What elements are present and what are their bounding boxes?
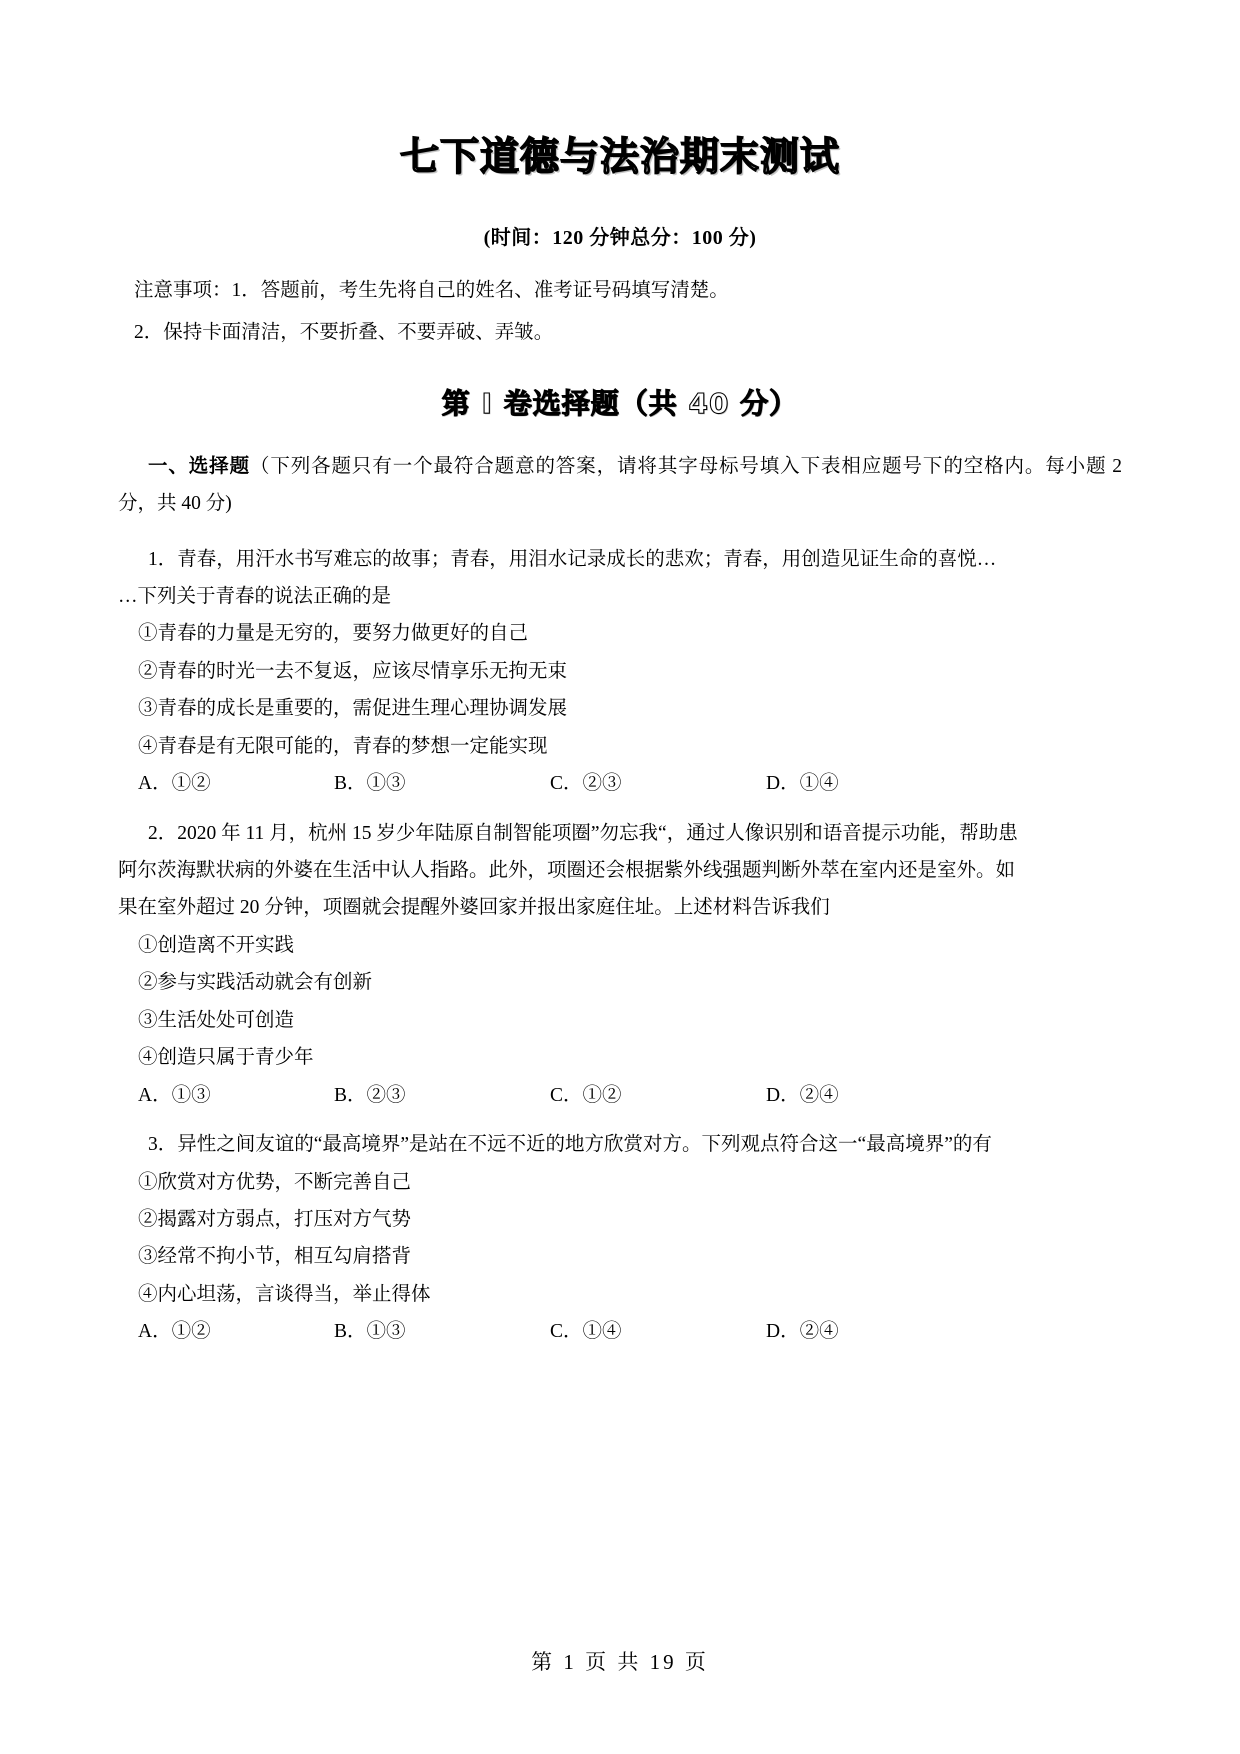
question-2 [118,815,1122,1115]
question-1-statement-4: ④青春是有无限可能的，青春的梦想一定能实现 [138,735,548,757]
question-1-options [118,765,1122,802]
question-1-statement-3: ③青春的成长是重要的，需促进生理心理协调发展 [138,698,568,720]
question-1-stem-line-1: 1．青春，用汗水书写难忘的故事；青春，用泪水记录成长的悲欢；青春，用创造见证生命的喜悦… [148,548,997,570]
notice-line-2: 2．保持卡面清洁，不要折叠、不要弄破、弄皱。 [134,321,554,343]
question-3-statement-2: ②揭露对方弱点，打压对方气势 [138,1208,412,1230]
notice-line-1: 注意事项：1．答题前，考生先将自己的姓名、准考证号码填写清楚。 [134,279,729,301]
question-3-option-d[interactable]: D．②④ [766,1321,839,1343]
question-3-options [118,1313,1122,1350]
question-2-stem-line-2: 阿尔茨海默状病的外婆在生活中认人指路。此外，项圈还会根据紫外线强题判断外萃在室内还是室外。如 [118,860,1016,882]
question-3-statement-4: ④内心坦荡，言谈得当，举止得体 [138,1283,431,1305]
question-1 [118,541,1122,803]
question-2-option-c[interactable]: C．①② [550,1084,622,1106]
question-2-option-b[interactable]: B．②③ [334,1084,406,1106]
question-1-option-b[interactable]: B．①③ [334,773,406,795]
question-1-stem-line-2: …下列关于青春的说法正确的是 [118,585,392,607]
question-3-option-c[interactable]: C．①④ [550,1321,622,1343]
question-1-statement-2: ②青春的时光一去不复返，应该尽情享乐无拘无束 [138,660,568,682]
question-2-stem-line-3: 果在室外超过 20 分钟，项圈就会提醒外婆回家并报出家庭住址。上述材料告诉我们 [118,897,830,919]
question-2-statement-2: ②参与实践活动就会有创新 [138,972,373,994]
question-1-statement-1: ①青春的力量是无穷的，要努力做更好的自己 [138,623,529,645]
section-heading-part-1: 第 I 卷选择题（共 40 分） [441,386,799,420]
question-2-options [118,1077,1122,1114]
question-2-option-a[interactable]: A．①③ [138,1084,211,1106]
question-2-option-d[interactable]: D．②④ [766,1084,839,1106]
question-2-statement-3: ③生活处处可创造 [138,1009,295,1031]
page-footer: 第 1 页 共 19 页 [531,1650,709,1674]
question-1-option-d[interactable]: D．①④ [766,773,839,795]
instruction-paragraph [118,448,1122,523]
question-2-stem-line-1: 2．2020 年 11 月，杭州 15 岁少年陆原自制智能项圈”勿忘我“，通过人像识别和语音提示功能，帮助患 [148,822,1018,844]
question-3-stem-line-1: 3．异性之间友谊的“最高境界”是站在不远不近的地方欣赏对方。下列观点符合这一“最高境界”的有 [148,1134,992,1156]
question-2-statement-4: ④创造只属于青少年 [138,1047,314,1069]
instruction-body: （下列各题只有一个最符合题意的答案，请将其字母标号填入下表相应题号下的空格内。每小题 2 分，共 40 分) [118,455,1122,515]
question-1-option-c[interactable]: C．②③ [550,773,622,795]
page-title: 七下道德与法治期末测试 [399,135,840,180]
instruction-label: 一、选择题 [148,455,250,477]
question-3 [118,1126,1122,1351]
question-3-statement-3: ③经常不拘小节，相互勾肩搭背 [138,1246,412,1268]
exam-subtitle: (时间：120 分钟总分：100 分) [483,226,757,249]
question-2-statement-1: ①创造离不开实践 [138,934,295,956]
question-3-option-b[interactable]: B．①③ [334,1321,406,1343]
question-3-option-a[interactable]: A．①② [138,1321,211,1343]
question-3-statement-1: ①欣赏对方优势，不断完善自己 [138,1171,412,1193]
question-1-option-a[interactable]: A．①② [138,773,211,795]
